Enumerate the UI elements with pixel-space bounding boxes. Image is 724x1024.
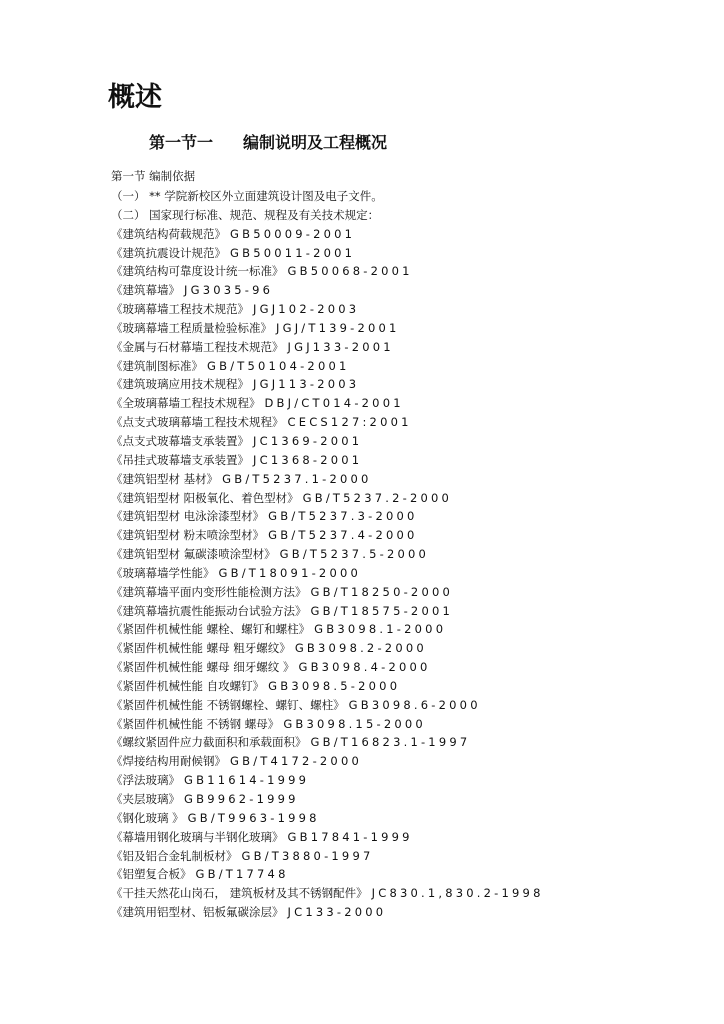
item-text: 《钢化玻璃 》 [111, 810, 184, 825]
standard-code: JGJ/T139-2001 [276, 320, 400, 335]
list-item [111, 903, 544, 922]
standard-code: GB/T18250-2000 [310, 584, 453, 599]
standard-code: GB/T5237.3-2000 [268, 509, 418, 524]
list-item [111, 865, 544, 884]
standard-code: GB/T4172-2000 [230, 754, 362, 769]
list-item [111, 809, 544, 828]
standard-code: JGJ133-2001 [287, 339, 394, 354]
list-item [111, 884, 544, 903]
list-item [111, 338, 544, 357]
list-item [111, 262, 544, 281]
item-text: 《建筑幕墙抗震性能振动台试验方法》 [111, 603, 307, 618]
list-item [111, 206, 544, 225]
item-text: 《建筑幕墙》 [111, 283, 180, 298]
standard-code: GB9962-1999 [184, 792, 299, 806]
standard-code: GB/T5237.4-2000 [268, 528, 418, 543]
list-item [111, 357, 544, 376]
standard-code: GB/T5237.2-2000 [302, 490, 453, 505]
list-item [111, 187, 544, 206]
item-text: 《玻璃幕墙学性能》 [111, 565, 215, 580]
list-item [111, 300, 544, 319]
list-item [111, 790, 544, 809]
list-item [111, 658, 544, 677]
subsection-title: 第一节 编制依据 [111, 169, 196, 183]
list-item [111, 828, 544, 847]
list-item [111, 394, 544, 413]
item-text: 《紧固件机械性能 螺栓、螺钉和螺柱》 [111, 622, 311, 637]
standard-code: JC1369-2001 [253, 433, 363, 448]
item-text: 《建筑铝型材 氟碳漆喷涂型材》 [111, 547, 276, 562]
item-text: 《铝及铝合金轧制板材》 [111, 848, 238, 863]
standard-code: GB50011-2001 [230, 245, 356, 260]
item-text: 《建筑用铝型材、铝板氟碳涂层》 [111, 905, 284, 920]
standard-code: GB11614-1999 [184, 773, 310, 788]
item-text: 《金属与石材幕墙工程技术规范》 [111, 339, 284, 354]
item-text: 《玻璃幕墙工程技术规范》 [111, 302, 249, 317]
item-text: 《全玻璃幕墙工程技术规程》 [111, 396, 261, 411]
standard-code: GB3098.2-2000 [294, 641, 427, 656]
list-item [111, 526, 544, 545]
item-text: 《建筑制图标准》 [111, 358, 203, 373]
standard-code: GB/T5237.5-2000 [279, 547, 430, 562]
standard-code: JGJ113-2003 [253, 377, 360, 392]
list-item [111, 752, 544, 771]
standard-code: GB17841-1999 [287, 829, 413, 844]
standard-code: GB/T18091-2000 [218, 565, 361, 580]
standard-code: GB3098.1-2000 [314, 622, 447, 637]
item-text: 《建筑抗震设计规范》 [111, 245, 226, 260]
standard-code: GB/T9963-1998 [187, 810, 320, 825]
list-item [111, 507, 544, 526]
list-item [111, 545, 544, 564]
list-item [111, 696, 544, 715]
item-text: 《焊接结构用耐候钢》 [111, 754, 226, 769]
standard-code: GB3098.15-2000 [283, 716, 426, 731]
list-item [111, 771, 544, 790]
list-item [111, 470, 544, 489]
list-item [111, 715, 544, 734]
standard-code: GB/T3880-1997 [241, 848, 374, 863]
standard-code: GB/T16823.1-1997 [310, 735, 471, 750]
item-text: 《紧固件机械性能 螺母 粗牙螺纹》 [111, 641, 291, 656]
item-text: 《干挂天然花山岗石， 建筑板材及其不锈钢配件》 [111, 886, 368, 901]
list-item [111, 733, 544, 752]
item-text: （二） 国家现行标准、规范、规程及有关技术规定： [111, 207, 380, 222]
item-text: 《紧固件机械性能 螺母 细牙螺纹 》 [111, 660, 295, 675]
item-text: 《建筑玻璃应用技术规程》 [111, 377, 249, 392]
item-text: 《点支式玻璃幕墙工程技术规程》 [111, 415, 284, 430]
item-text: 《吊挂式玻幕墙支承装置》 [111, 452, 249, 467]
list-item [111, 432, 544, 451]
item-text: 《建筑结构荷载规范》 [111, 226, 226, 241]
section-number: 第一节一 [149, 133, 214, 152]
list-item [111, 639, 544, 658]
item-text: 《紧固件机械性能 不锈钢螺栓、螺钉、螺柱》 [111, 697, 345, 712]
item-text: 《幕墙用钢化玻璃与半钢化玻璃》 [111, 829, 284, 844]
standard-code: GB/T18575-2001 [310, 603, 453, 618]
reference-list [111, 187, 544, 922]
standard-code: GB3098.4-2000 [298, 660, 431, 675]
list-item [111, 677, 544, 696]
standard-code: GB3098.5-2000 [268, 678, 401, 693]
list-item [111, 564, 544, 583]
list-item [111, 281, 544, 300]
standard-code: GB/T50104-2001 [207, 358, 350, 373]
list-item [111, 451, 544, 470]
standard-code: GB50068-2001 [287, 264, 413, 279]
standard-code: DBJ/CT014-2001 [264, 396, 404, 411]
item-text: 《建筑铝型材 基材》 [111, 471, 219, 486]
section-heading [149, 131, 387, 155]
item-text: 《紧固件机械性能 不锈钢 螺母》 [111, 716, 280, 731]
item-text: 《建筑铝型材 阳极氧化、着色型材》 [111, 490, 299, 505]
item-text: 《建筑铝型材 粉末喷涂型材》 [111, 528, 265, 543]
standard-code: JG3035-96 [184, 283, 274, 298]
list-item [111, 620, 544, 639]
section-title: 编制说明及工程概况 [243, 133, 388, 152]
standard-code: JC830.1,830.2-1998 [371, 886, 544, 901]
list-item [111, 244, 544, 263]
list-item [111, 602, 544, 621]
item-text: 《浮法玻璃》 [111, 773, 180, 788]
item-text: 《建筑结构可靠度设计统一标准》 [111, 264, 284, 279]
standard-code: GB3098.6-2000 [348, 697, 481, 712]
item-text: 《点支式玻幕墙支承装置》 [111, 433, 249, 448]
item-text: 《紧固件机械性能 自攻螺钉》 [111, 678, 265, 693]
list-item [111, 413, 544, 432]
standard-code: JC1368-2001 [253, 452, 363, 467]
item-text: 《夹层玻璃》 [111, 792, 180, 806]
item-text: （一） ** 学院新校区外立面建筑设计图及电子文件。 [111, 189, 383, 203]
list-item [111, 225, 544, 244]
item-text: 《玻璃幕墙工程质量检验标准》 [111, 320, 272, 335]
standard-code: JGJ102-2003 [253, 302, 360, 317]
item-text: 《建筑铝型材 电泳涂漆型材》 [111, 509, 265, 524]
list-item [111, 847, 544, 866]
list-item [111, 583, 544, 602]
standard-code: GB/T17748 [195, 867, 289, 882]
item-text: 《建筑幕墙平面内变形性能检测方法》 [111, 584, 307, 599]
page-title: 概述 [108, 82, 162, 113]
list-item [111, 375, 544, 394]
item-text: 《铝塑复合板》 [111, 867, 192, 882]
standard-code: GB50009-2001 [230, 226, 356, 241]
list-item [111, 489, 544, 508]
standard-code: GB/T5237.1-2000 [222, 471, 372, 486]
item-text: 《螺纹紧固件应力截面积和承载面积》 [111, 735, 307, 750]
standard-code: JC133-2000 [287, 905, 387, 920]
standard-code: CECS127:2001 [287, 415, 412, 430]
list-item [111, 319, 544, 338]
